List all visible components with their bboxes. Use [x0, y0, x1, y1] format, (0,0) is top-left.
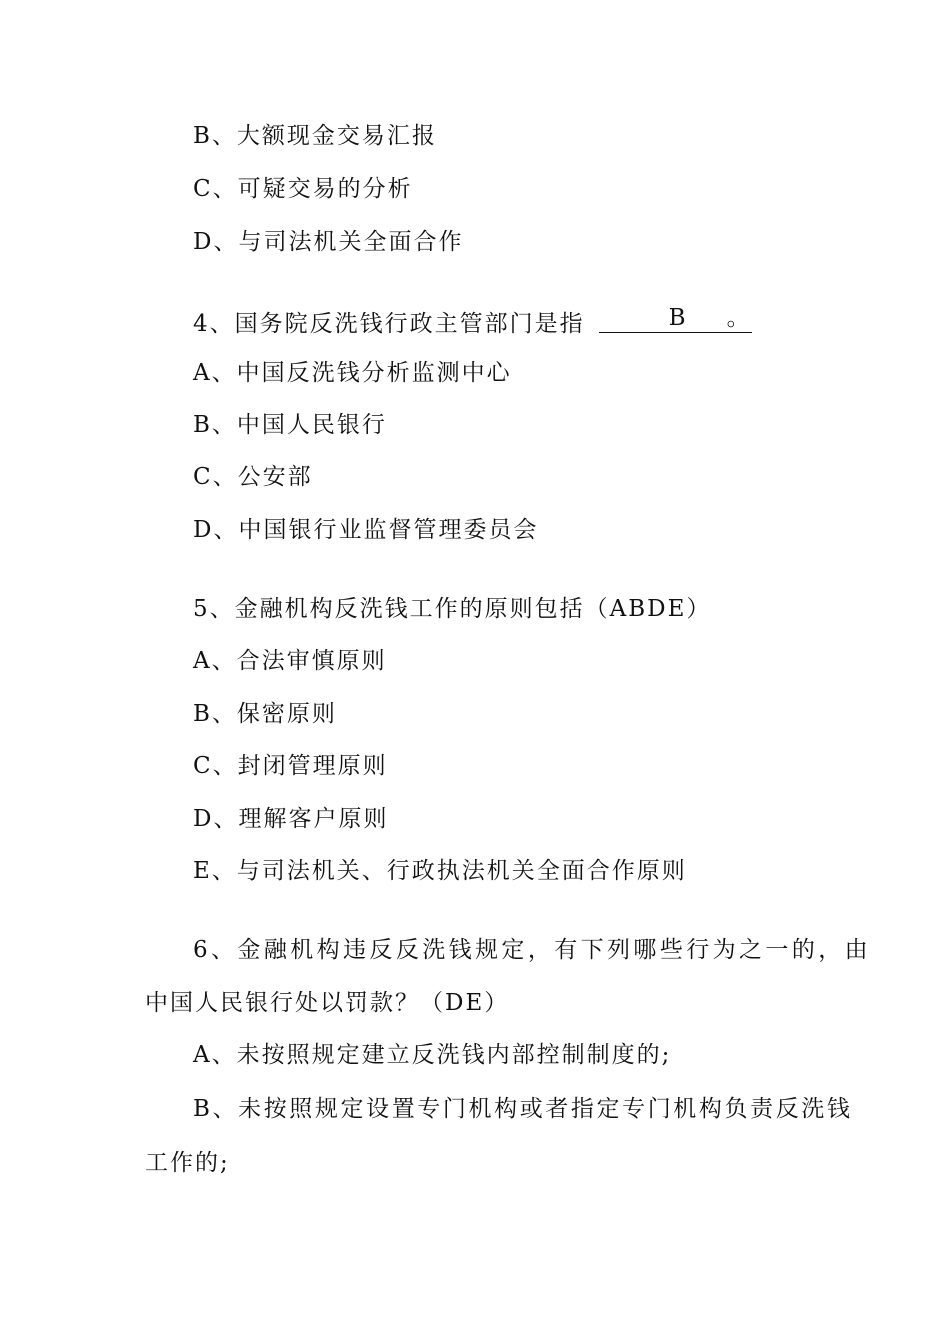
q5-question: 5、金融机构反洗钱工作的原则包括（ABDE） — [193, 596, 712, 622]
q4-stem: 4、国务院反洗钱行政主管部门是指 — [193, 311, 585, 337]
q6-option-b-line2: 工作的; — [145, 1150, 230, 1176]
q6-question-line2: 中国人民银行处以罚款？（DE） — [145, 990, 510, 1016]
answer-blank — [599, 306, 752, 333]
q5-option-b: B、保密原则 — [193, 701, 337, 727]
q6-question-line1: 6、金融机构违反反洗钱规定，有下列哪些行为之一的，由 — [193, 937, 872, 963]
q4-question — [193, 306, 752, 339]
q3-option-c: C、可疑交易的分析 — [193, 176, 413, 202]
q3-option-b: B、大额现金交易汇报 — [193, 123, 437, 149]
q4-option-d: D、中国银行业监督管理委员会 — [193, 517, 539, 543]
q6-option-b-line1: B、未按照规定设置专门机构或者指定专门机构负责反洗钱 — [193, 1096, 853, 1122]
q4-end-mark: 。 — [726, 305, 752, 331]
q4-option-a: A、中国反洗钱分析监测中心 — [193, 360, 512, 386]
q5-option-d: D、理解客户原则 — [193, 806, 389, 832]
q6-option-a: A、未按照规定建立反洗钱内部控制制度的; — [193, 1042, 672, 1068]
q5-option-a: A、合法审慎原则 — [193, 648, 387, 674]
q3-option-d: D、与司法机关全面合作 — [193, 229, 464, 255]
q4-answer: B — [668, 305, 688, 331]
q4-option-c: C、公安部 — [193, 464, 313, 490]
q4-option-b: B、中国人民银行 — [193, 412, 387, 438]
q5-option-e: E、与司法机关、行政执法机关全面合作原则 — [193, 858, 687, 884]
q5-option-c: C、封闭管理原则 — [193, 753, 388, 779]
